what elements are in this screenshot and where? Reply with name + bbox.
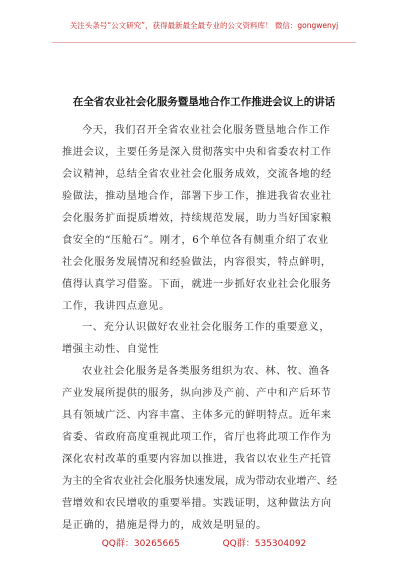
paragraph-line: 是正确的，措施是得力的，成效是明显的。 (62, 520, 267, 531)
paragraph-line: 具有领域广泛、内容丰富、主体多元的鲜明特点。近年来 (62, 410, 332, 421)
paragraph-line: 深化农村改革的重要内容加以推进，我省以农业生产托管 (62, 454, 332, 465)
paragraph-line: 产业发展所提供的服务，纵向涉及产前、产中和产后环节 (62, 388, 332, 399)
paragraph-line: 值得认真学习借鉴。下面，就进一步抓好农业社会化服务 (62, 279, 332, 290)
paragraph-line: 省委、省政府高度重视此项工作，省厅也将此项工作作为 (62, 432, 332, 443)
paragraph-line: 验做法，推动垦地合作，部署下步工作，推进我省农业社 (62, 191, 332, 202)
paragraph-line: 食安全的“压舱石”。刚才，6个单位各有侧重介绍了农业 (62, 235, 329, 246)
footer-qq-group-2: QQ群：535304092 (222, 539, 307, 549)
paragraph-line: 农业社会化服务是各类服务组织为农、林、牧、渔各 (82, 366, 331, 377)
paragraph-line: 推进会议，主要任务是深入贯彻落实中央和省委农村工作 (62, 147, 332, 158)
paragraph-line: 工作，我讲四点意见。 (62, 301, 170, 312)
header-divider (52, 42, 356, 43)
paragraph-line: 社会化服务发展情况和经验做法，内容很实，特点鲜明， (62, 257, 332, 268)
footer-contacts (0, 536, 408, 549)
paragraph-line: 今天，我们召开全省农业社会化服务暨垦地合作工作 (82, 125, 331, 136)
footer-qq-group-1: QQ群：30265665 (101, 539, 180, 549)
header-notice: 关注头条号“公文研究”，获得最新最全最专业的公文资料库！ 微信：gongwenyj (69, 21, 339, 30)
document-title: 在全省农业社会化服务暨垦地合作工作推进会议上的讲话 (72, 96, 336, 108)
paragraph-line: 增强主动性、自觉性 (62, 344, 160, 355)
paragraph-line: 会议精神，总结全省农业社会化服务成效，交流各地的经 (62, 169, 332, 180)
paragraph-line: 营增效和农民增收的重要举措。实践证明，这种做法方向 (62, 498, 332, 509)
paragraph-line: 会化服务扩面提质增效，持续规范发展，助力当好国家粮 (62, 213, 332, 224)
paragraph-line: 为主的全省农业社会化服务快速发展，成为带动农业增产、经 (62, 476, 338, 487)
paragraph-line: 一、充分认识做好农业社会化服务工作的重要意义， (82, 322, 331, 333)
